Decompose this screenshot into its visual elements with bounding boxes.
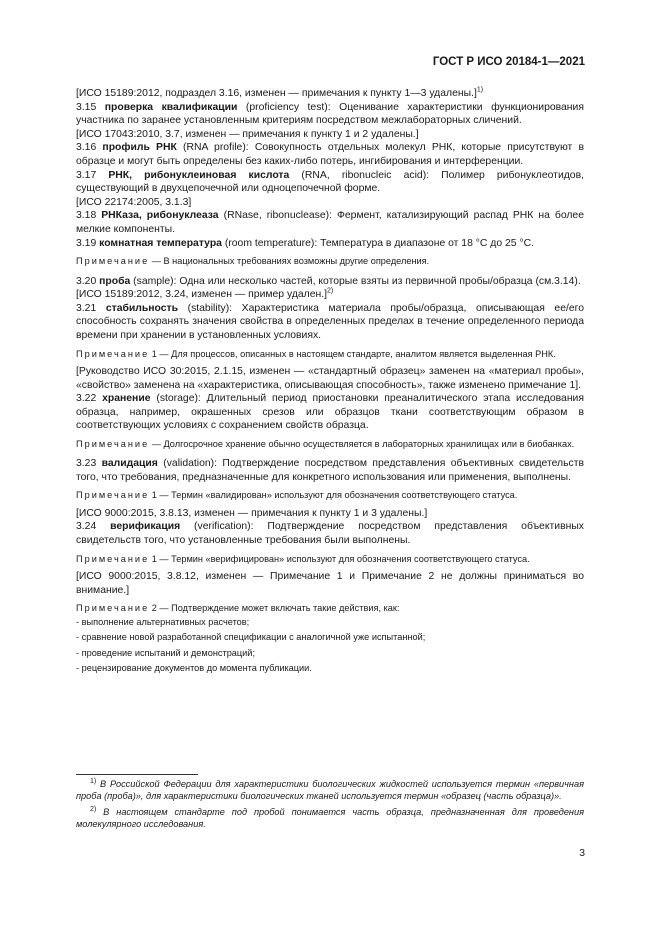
ref-text: [ИСО 15189:2012, 3.24, изменен — пример удален.] (76, 289, 328, 301)
ref-iso22174: [ИСО 22174:2005, 3.1.3] (76, 196, 192, 208)
term-definition: (storage): Длительный период приостановки преаналитического этапа исследования образца, например, окрашенных срезов или образцов ткани соответствующим образом в соответствующих условиях с сохранением свойств образца. (76, 393, 584, 432)
note-3-22 (76, 438, 584, 450)
ref-iso9000-3813: [ИСО 9000:2015, 3.8.13, изменен — примечания к пункту 1 и 3 удалены.] (76, 507, 428, 519)
term-3-23 (76, 457, 584, 484)
term-name: комнатная температура (99, 237, 222, 249)
note-3-19 (76, 255, 584, 267)
footnotes (76, 778, 584, 831)
footnote-divider (76, 774, 198, 775)
term-3-15 (76, 101, 584, 128)
term-3-20 (76, 275, 584, 289)
term-number: 3.21 (76, 302, 106, 314)
footnote-ref-1: 1) (476, 86, 484, 94)
term-number: 3.16 (76, 142, 103, 154)
term-name: хранение (102, 393, 151, 405)
list-item: - выполнение альтернативных расчетов; (76, 616, 250, 627)
term-name: стабильность (105, 302, 179, 314)
note-2-3-24 (76, 602, 584, 614)
footnote-mark: 2) (90, 805, 97, 813)
term-definition: (stability): Характеристика материала пробы/образца, описывающая ее/его способность сохранять значения свойства в определенных пределах в течение определенного периода времени при хранении в установленных условиях. (76, 302, 584, 341)
note-label: Примечание (76, 256, 150, 267)
ref-iso15189-316 (76, 87, 584, 101)
term-name: РНКаза, рибонуклеаза (101, 210, 219, 222)
term-3-18 (76, 209, 584, 236)
footnote-ref-2: 2) (327, 287, 334, 295)
term-number: 3.19 (76, 237, 100, 249)
note-text: 1 — Для процессов, описанных в настоящем стандарте, аналитом является выделенная РНК. (149, 348, 556, 359)
note-label: Примечание (76, 603, 150, 614)
term-definition: (room temperature): Температура в диапазоне от 18 °С до 25 °С. (221, 237, 535, 249)
term-definition: (RNA profile): Совокупность отдельных молекул РНК, которые присутствуют в образце и могут быть определены без каких-либо потерь, ингибирования и интерференции. (76, 142, 584, 167)
document-header: ГОСТ Р ИСО 20184-1—2021 (432, 56, 585, 68)
ref-guide30: [Руководство ИСО 30:2015, 2.1.15, изменен — «стандартный образец» заменен на «материал пробы», «свойство» заменена на «характеристика, описывающая способность», также изменено примечание 1]. (76, 365, 584, 391)
term-number: 3.18 (76, 210, 102, 222)
note-label: Примечание (76, 553, 150, 564)
note-3-21 (76, 348, 584, 360)
term-3-19 (76, 237, 584, 251)
term-3-22 (76, 392, 584, 433)
ref-text: [ИСО 15189:2012, подраздел 3.16, изменен — примечания к пункту 1—3 удалены.] (76, 88, 477, 99)
note-label: Примечание (76, 490, 150, 501)
ref-iso9000-3812: [ИСО 9000:2015, 3.8.12, изменен — Примечание 1 и Примечание 2 не должны приниматься во внимание.] (76, 571, 584, 596)
ref-iso17043: [ИСО 17043:2010, 3.7, изменен — примечания к пункту 1 и 2 удалены.] (76, 128, 419, 140)
note-text: 1 — Термин «верифицирован» используют для обозначения соответствующего статуса. (149, 553, 530, 564)
ref-iso15189-324 (76, 288, 584, 302)
footnote-text: В Российской Федерации для характеристики биологических жидкостей используется термин «первичная проба (проба)», для характеристики биологических тканей используется термин «образец (часть образца)». (76, 779, 584, 802)
note-label: Примечание (76, 438, 150, 449)
term-definition: (sample): Одна или несколько частей, которые взяты из первичной пробы/образца (см.3.14). (130, 275, 581, 287)
list-item: - проведение испытаний и демонстраций; (76, 647, 255, 658)
footnote-1 (76, 778, 584, 803)
note-text: 2 — Подтверждение может включать такие действия, как: (149, 603, 400, 614)
list-item: - рецензирование документов до момента публикации. (76, 663, 312, 674)
term-3-21 (76, 302, 584, 343)
list-item: - сравнение новой разработанной спецификации с аналогичной уже испытанной; (76, 632, 426, 643)
term-definition: (proficiency test): Оценивание характеристики функционирования участника по заранее установленным критериям посредством межлабораторных сличений. (76, 101, 584, 127)
term-definition: (RNA, ribonucleic acid): Полимер рибонуклеотидов, существующий в двухцепочечной или одноцепочечной форме. (76, 169, 584, 195)
term-name: проба (99, 275, 131, 287)
term-number: 3.22 (76, 393, 103, 405)
note-3-23 (76, 489, 584, 501)
term-number: 3.15 (76, 101, 105, 113)
term-definition: (RNase, ribonuclease): Фермент, катализирующий распад РНК на более мелкие компоненты. (76, 210, 584, 235)
page-number: 3 (579, 848, 585, 859)
term-number: 3.20 (76, 275, 100, 287)
term-definition: (validation): Подтверждение посредством представления объективных свидетельств того, что требования, предназначенные для конкретного использования или применения, выполнены. (76, 458, 584, 483)
actions-list (76, 615, 584, 677)
footnote-2 (76, 806, 584, 831)
term-number: 3.24 (76, 521, 111, 533)
term-3-24 (76, 520, 584, 547)
footnote-mark: 1) (90, 777, 97, 785)
note-text: — Долгосрочное хранение обычно осуществляется в лабораторных хранилищах или в биобанках. (149, 438, 575, 449)
note-3-24 (76, 553, 584, 565)
document-body (76, 87, 584, 677)
term-name: проверка квалификации (104, 101, 238, 113)
term-3-17 (76, 169, 584, 196)
footnote-text: В настоящем стандарте под пробой понимается часть образца, предназначенная для проведения молекулярного исследования. (76, 806, 584, 830)
term-name: профиль РНК (102, 142, 177, 154)
note-text: — В национальных требованиях возможны другие определения. (149, 256, 430, 267)
term-name: верификация (110, 521, 181, 533)
term-number: 3.17 (76, 169, 109, 181)
term-definition: (verification): Подтверждение посредством представления объективных свидетельств того, что установленные требования были выполнены. (76, 521, 584, 547)
note-text: 1 — Термин «валидирован» используют для обозначения соответствующего статуса. (149, 490, 518, 501)
term-name: валидация (101, 458, 158, 470)
term-number: 3.23 (76, 458, 102, 470)
term-3-16 (76, 141, 584, 168)
term-name: РНК, рибонуклеиновая кислота (108, 169, 290, 181)
note-label: Примечание (76, 348, 150, 359)
